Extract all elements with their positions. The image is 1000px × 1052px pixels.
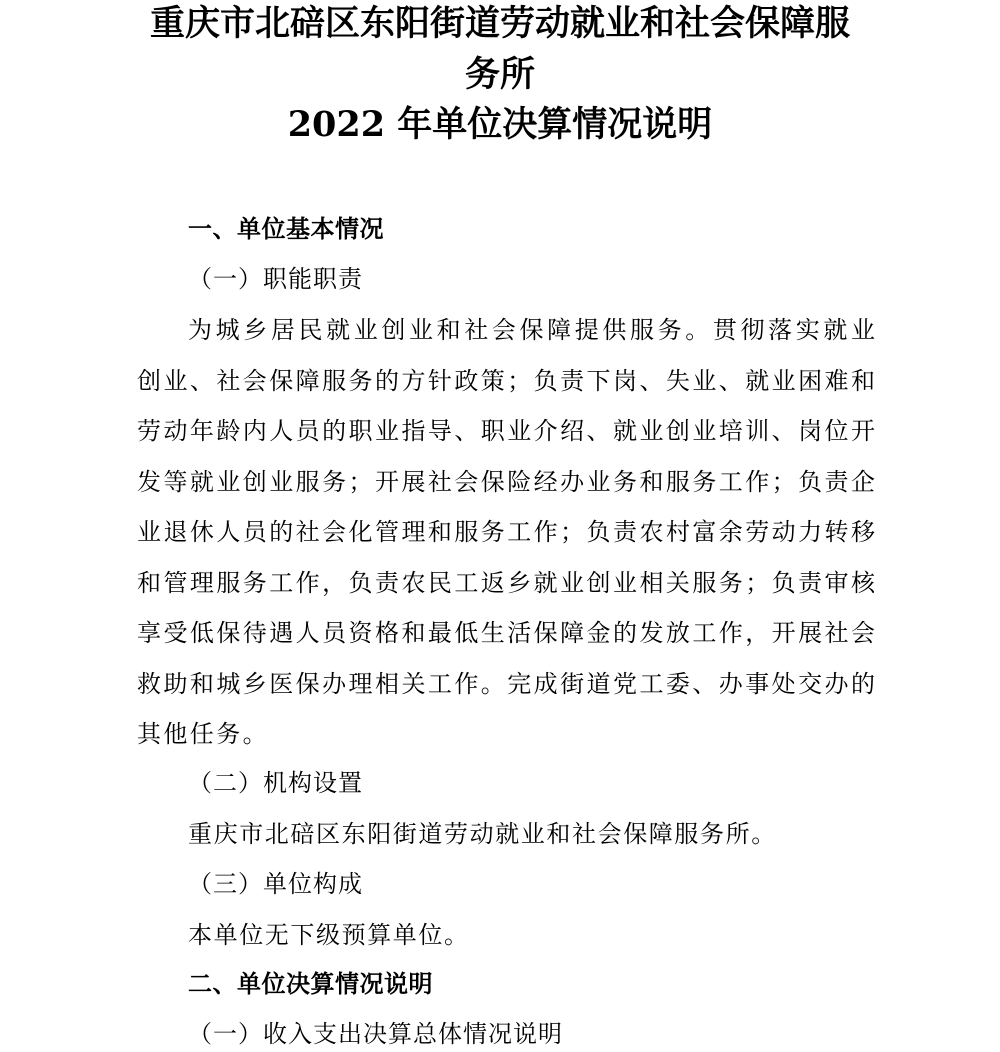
paragraph-line: 其他任务。 [137, 720, 269, 748]
org-setup-text: 重庆市北碚区东阳街道劳动就业和社会保障服务所。 [188, 820, 777, 848]
section-1-1-heading: （一）职能职责 [188, 265, 363, 293]
section-2-heading: 二、单位决算情况说明 [188, 970, 433, 998]
document-title-line-3: 2022 年单位决算情况说明 [287, 104, 713, 145]
section-2-1-heading: （一）收入支出决算总体情况说明 [188, 1020, 563, 1048]
paragraph-line: 为城乡居民就业创业和社会保障提供服务。贯彻落实就业 [188, 316, 875, 344]
paragraph-line: 和管理服务工作，负责农民工返乡就业创业相关服务；负责审核 [137, 569, 875, 597]
document-title-line-1: 重庆市北碚区东阳街道劳动就业和社会保障服 [149, 3, 850, 44]
paragraph-line: 业退休人员的社会化管理和服务工作；负责农村富余劳动力转移 [137, 518, 875, 546]
section-1-3-heading: （三）单位构成 [188, 870, 363, 898]
document-title-line-2: 务所 [464, 54, 535, 95]
unit-composition-text: 本单位无下级预算单位。 [188, 921, 470, 949]
paragraph-line: 救助和城乡医保办理相关工作。完成街道党工委、办事处交办的 [137, 670, 875, 698]
section-1-heading: 一、单位基本情况 [188, 215, 384, 243]
paragraph-line: 享受低保待遇人员资格和最低生活保障金的发放工作，开展社会 [137, 619, 875, 647]
paragraph-line: 创业、社会保障服务的方针政策；负责下岗、失业、就业困难和 [137, 367, 875, 395]
paragraph-line: 劳动年龄内人员的职业指导、职业介绍、就业创业培训、岗位开 [137, 417, 875, 445]
paragraph-line: 发等就业创业服务；开展社会保险经办业务和服务工作；负责企 [137, 468, 875, 496]
section-1-2-heading: （二）机构设置 [188, 769, 363, 797]
